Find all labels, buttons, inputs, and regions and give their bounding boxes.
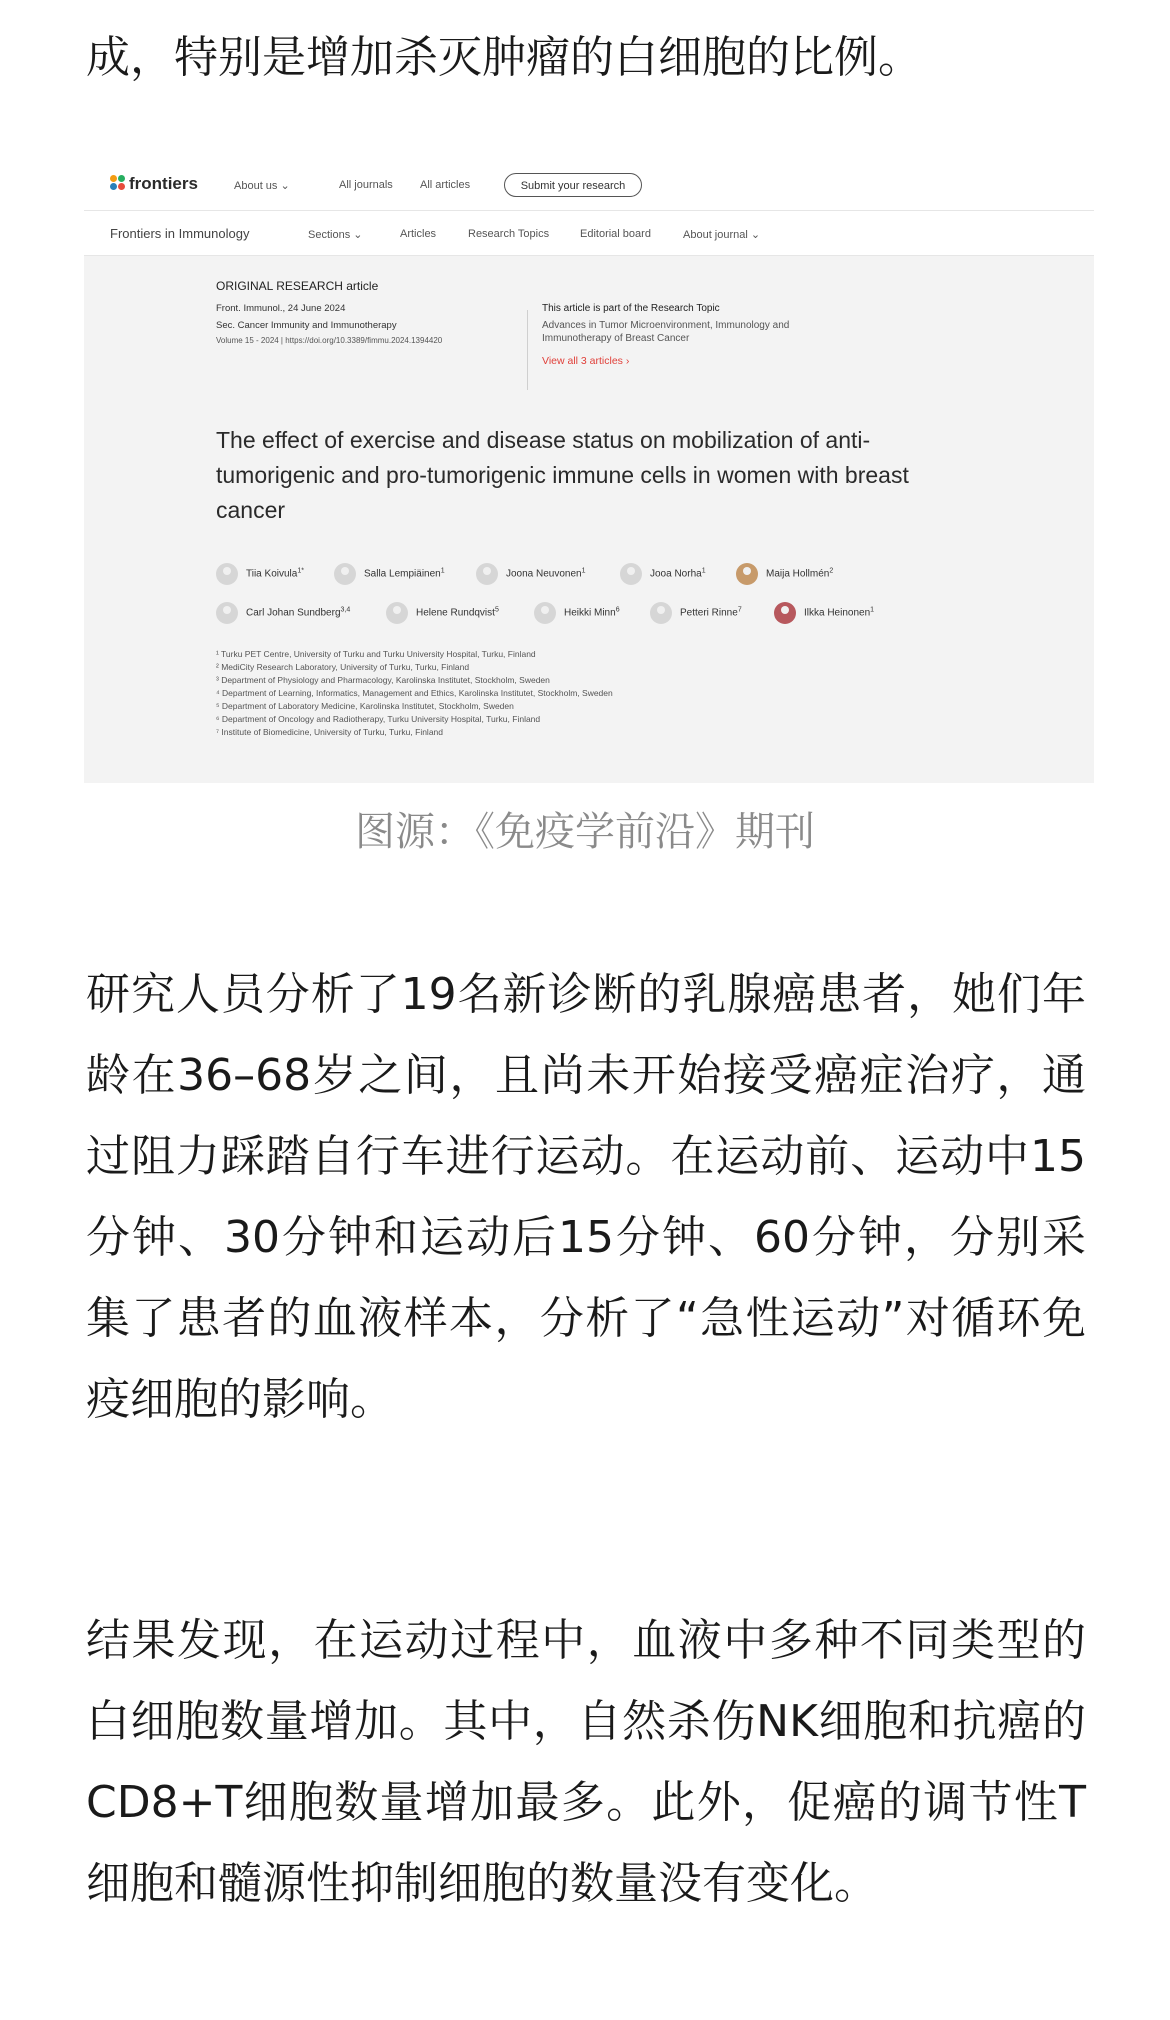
author: Ilkka Heinonen$^1$ bbox=[774, 602, 874, 624]
avatar bbox=[216, 563, 238, 585]
article-section: Sec. Cancer Immunity and Immunotherapy bbox=[216, 320, 397, 331]
avatar bbox=[774, 602, 796, 624]
affiliation: ⁶ Department of Oncology and Radiotherapy, Turku University Hospital, Turku, Finland bbox=[216, 714, 541, 724]
nav-all-journals: All journals bbox=[339, 179, 393, 191]
affiliation: ⁵ Department of Laboratory Medicine, Karolinska Institutet, Stockholm, Sweden bbox=[216, 701, 514, 711]
affiliation: ⁴ Department of Learning, Informatics, Management and Ethics, Karolinska Institutet, Stockholm, Sweden bbox=[216, 688, 613, 698]
nav-sections: Sections ⌄ bbox=[308, 229, 363, 241]
journal-screenshot bbox=[84, 160, 1094, 783]
journal-name: Frontiers in Immunology bbox=[110, 226, 250, 241]
paragraph: 结果发现，在运动过程中，血液中多种不同类型的白细胞数量增加。其中，自然杀伤NK细胞和抗癌的CD8+T细胞数量增加最多。此外，促癌的调节性T细胞和髓源性抑制细胞的数量没有变化。 bbox=[86, 1615, 1086, 1909]
author: Maija Hollmén$^2$ bbox=[736, 563, 833, 585]
author: Helene Rundqvist$^5$ bbox=[386, 602, 499, 624]
paragraph: 研究人员分析了19名新诊断的乳腺癌患者，她们年龄在36–68岁之间，且尚未开始接受癌症治疗，通过阻力踩踏自行车进行运动。在运动前、运动中15分钟、30分钟和运动后15分钟、60分钟，分别采集了患者的血液样本，分析了“急性运动”对循环免疫细胞的影响。 bbox=[86, 969, 1086, 1425]
volume-doi: Volume 15 - 2024 | https://doi.org/10.3389/fimmu.2024.1394420 bbox=[216, 336, 443, 345]
author: Salla Lempiäinen$^1$ bbox=[334, 563, 445, 585]
topic-intro: This article is part of the Research Topic bbox=[542, 303, 720, 314]
submit-research-button: Submit your research bbox=[504, 173, 642, 197]
author: Jooa Norha$^1$ bbox=[620, 563, 706, 585]
author: Heikki Minn$^6$ bbox=[534, 602, 620, 624]
author: Joona Neuvonen$^1$ bbox=[476, 563, 586, 585]
avatar bbox=[650, 602, 672, 624]
affiliation: ¹ Turku PET Centre, University of Turku and Turku University Hospital, Turku, Finland bbox=[216, 649, 536, 659]
journal-sub-bar bbox=[84, 210, 1094, 256]
article-title: The effect of exercise and disease status on mobilization of anti-tumorigenic and pro-tumorigenic immune cells in women with breast cancer bbox=[216, 427, 909, 523]
figure-caption: 图源：《免疫学前沿》期刊 bbox=[355, 809, 815, 855]
topic-line-2: Immunotherapy of Breast Cancer bbox=[542, 333, 690, 344]
paragraph: 成，特别是增加杀灭肿瘤的白细胞的比例。 bbox=[86, 32, 922, 83]
view-all-articles-link: View all 3 articles › bbox=[542, 355, 630, 367]
avatar bbox=[620, 563, 642, 585]
frontiers-logo-icon bbox=[110, 175, 126, 191]
affiliation: ⁷ Institute of Biomedicine, University of Turku, Turku, Finland bbox=[216, 727, 444, 737]
author: Tiia Koivula$^{1*}$ bbox=[216, 563, 304, 585]
avatar bbox=[216, 602, 238, 624]
avatar bbox=[386, 602, 408, 624]
avatar bbox=[736, 563, 758, 585]
divider bbox=[527, 310, 528, 390]
nav-editorial-board: Editorial board bbox=[580, 228, 651, 240]
author: Petteri Rinne$^7$ bbox=[650, 602, 742, 624]
article-type: ORIGINAL RESEARCH article bbox=[216, 279, 379, 293]
avatar bbox=[334, 563, 356, 585]
affiliation: ³ Department of Physiology and Pharmacology, Karolinska Institutet, Stockholm, Sweden bbox=[216, 675, 550, 685]
nav-articles: Articles bbox=[400, 228, 437, 240]
author: Carl Johan Sundberg$^{3,4}$ bbox=[216, 602, 350, 624]
topic-line-1: Advances in Tumor Microenvironment, Immunology and bbox=[542, 320, 790, 331]
avatar bbox=[534, 602, 556, 624]
avatar bbox=[476, 563, 498, 585]
affiliation: ² MediCity Research Laboratory, University of Turku, Turku, Finland bbox=[216, 662, 470, 672]
nav-about-us: About us ⌄ bbox=[234, 180, 290, 192]
frontiers-logo: frontiers bbox=[110, 174, 198, 194]
affiliations bbox=[216, 648, 613, 739]
nav-about-journal: About journal ⌄ bbox=[683, 229, 761, 241]
nav-all-articles: All articles bbox=[420, 179, 471, 191]
journal-date: Front. Immunol., 24 June 2024 bbox=[216, 303, 346, 314]
journal-top-bar bbox=[84, 160, 1094, 210]
nav-research-topics: Research Topics bbox=[468, 228, 550, 240]
